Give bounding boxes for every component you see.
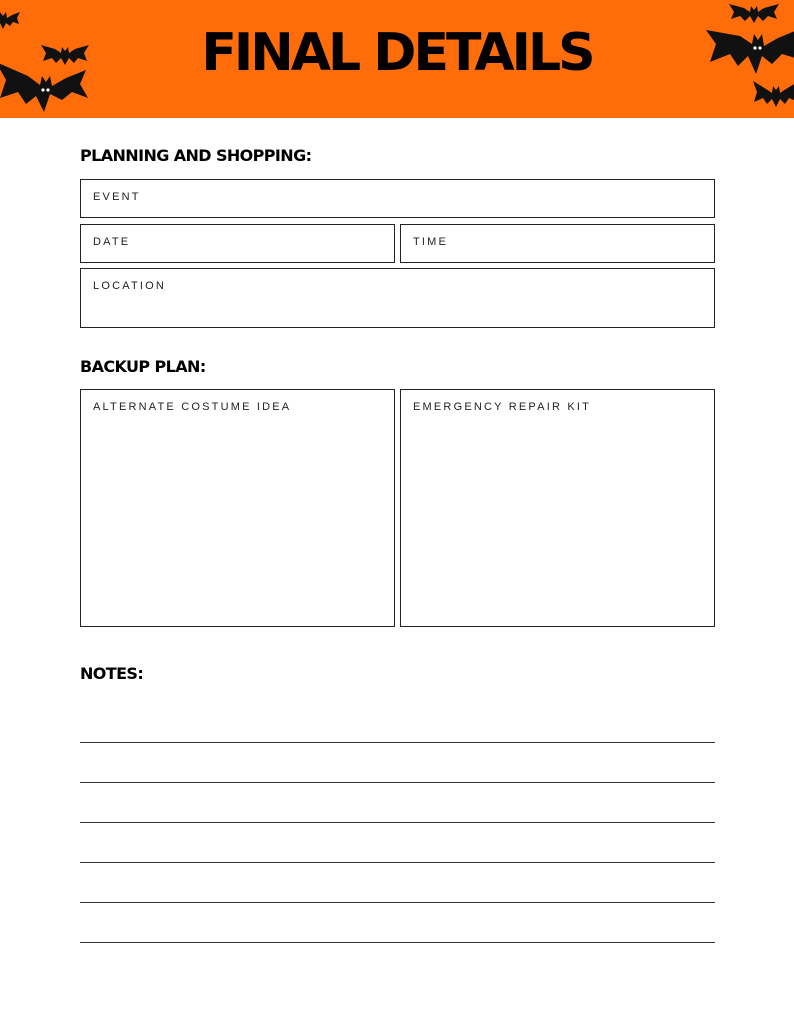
alternate-costume-label: ALTERNATE COSTUME IDEA: [93, 401, 292, 413]
emergency-kit-field[interactable]: [400, 389, 715, 627]
emergency-kit-label: EMERGENCY REPAIR KIT: [413, 401, 592, 413]
note-line[interactable]: [80, 822, 715, 823]
event-field[interactable]: [80, 179, 715, 218]
page-title: FINAL DETAILS: [201, 23, 593, 83]
note-line[interactable]: [80, 902, 715, 903]
note-line[interactable]: [80, 942, 715, 943]
alternate-costume-field[interactable]: [80, 389, 395, 627]
note-line[interactable]: [80, 782, 715, 783]
planning-heading: PLANNING AND SHOPPING:: [80, 146, 312, 165]
location-label: LOCATION: [93, 280, 167, 292]
note-line[interactable]: [80, 862, 715, 863]
header-banner: [0, 0, 794, 118]
backup-heading: BACKUP PLAN:: [80, 357, 206, 376]
date-field[interactable]: [80, 224, 395, 263]
time-label: TIME: [413, 236, 449, 248]
note-line[interactable]: [80, 742, 715, 743]
event-label: EVENT: [93, 191, 141, 203]
location-field[interactable]: [80, 268, 715, 328]
date-label: DATE: [93, 236, 131, 248]
notes-heading: NOTES:: [80, 664, 144, 683]
time-field[interactable]: [400, 224, 715, 263]
